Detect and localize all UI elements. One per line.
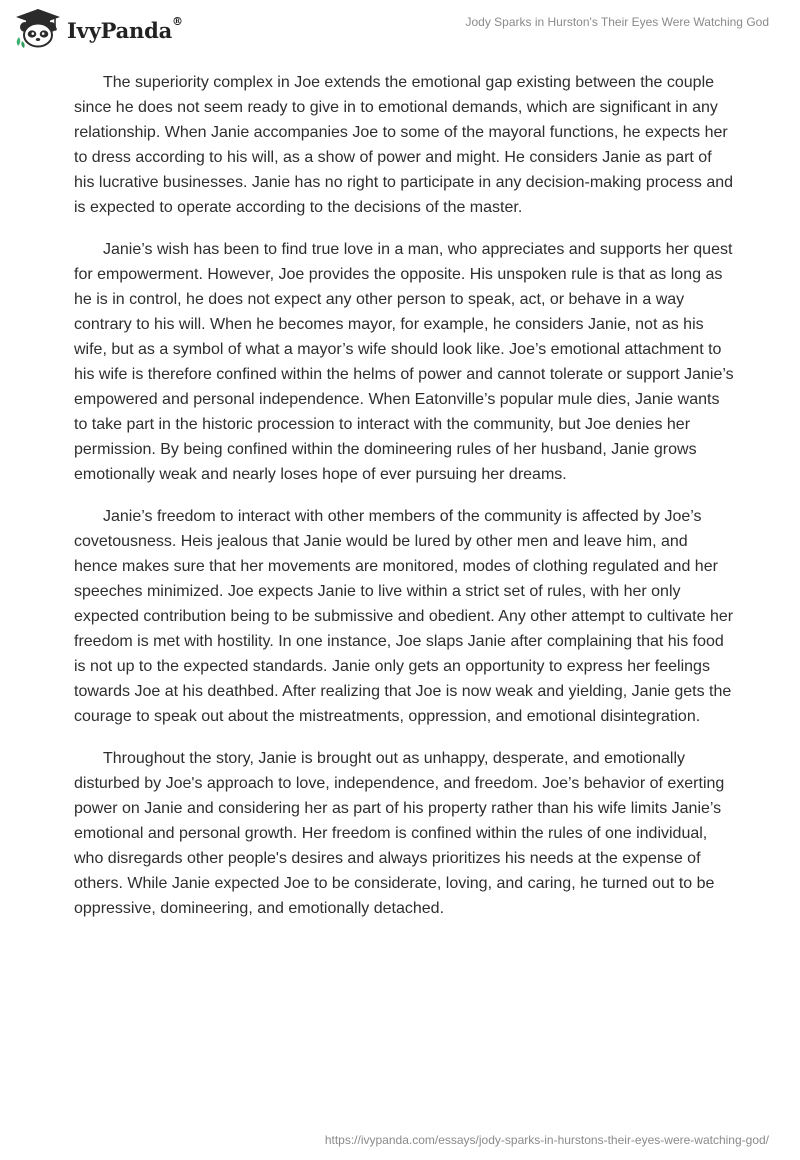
essay-body [74, 70, 734, 938]
paragraph: Janie’s wish has been to find true love in a man, who appreciates and supports her quest for empowerment. However, Joe provides the opposite. His unspoken rule is that as long as he is in control, he does not expect any other person to speak, act, or behave in a way contrary to his will. When he becomes mayor, for example, he considers Janie, not as his wife, but as a symbol of what a mayor’s wife should look like. Joe’s emotional attachment to his wife is therefore confined within the helms of power and cannot tolerate or support Janie’s empowered and personal independence. When Eatonville’s popular mule dies, Janie wants to take part in the historic procession to interact with the community, but Joe denies her permission. By being confined within the domineering rules of her husband, Janie grows emotionally weak and nearly loses hope of ever pursuing her dreams. [74, 241, 734, 483]
brand-name-text: IvyPanda [67, 17, 173, 43]
paragraph: Throughout the story, Janie is brought out as unhappy, desperate, and emotionally disturbed by Joe's approach to love, independence, and freedom. Joe’s behavior of exerting power on Janie and considering her as part of his property rather than his wife limits Janie’s emotional and personal growth. Her freedom is confined within the rules of one individual, who disregards other people's desires and always prioritizes his needs at the expense of others. While Janie expected Joe to be considerate, loving, and caring, he turned out to be oppressive, domineering, and emotionally detached. [74, 750, 725, 917]
paragraph: The superiority complex in Joe extends the emotional gap existing between the couple since he does not seem ready to give in to emotional demands, which are significant in any relationship. When Janie accompanies Joe to some of the mayoral functions, he expects her to dress according to his will, as a show of power and might. He considers Janie as part of his lucrative businesses. Janie has no right to participate in any decision-making process and is expected to operate according to the decisions of the master. [74, 74, 734, 216]
document-title: Jody Sparks in Hurston's Their Eyes Were Watching God [465, 15, 769, 29]
panda-graduation-cap-icon [14, 8, 62, 48]
source-url[interactable]: https://ivypanda.com/essays/jody-sparks-in-hurstons-their-eyes-were-watching-god/ [324, 1133, 769, 1147]
page-header [0, 0, 800, 60]
brand-name [67, 14, 183, 43]
registered-mark: ® [172, 14, 183, 28]
paragraph: Janie’s freedom to interact with other members of the community is affected by Joe’s covetousness. Heis jealous that Janie would be lured by other men and leave him, and hence makes sure that her movements are monitored, modes of clothing regulated and her speeches minimized. Joe expects Janie to live within a strict set of rules, with her only expected contribution being to be submissive and obedient. Any other attempt to cultivate her freedom is met with hostility. In one instance, Joe slaps Janie after complaining that his food is not up to the expected standards. Janie only gets an opportunity to express her feelings towards Joe at his deathbed. After realizing that Joe is now weak and yielding, Janie gets the courage to speak out about the mistreatments, oppression, and emotional disintegration. [74, 508, 734, 725]
logo[interactable] [14, 8, 183, 48]
